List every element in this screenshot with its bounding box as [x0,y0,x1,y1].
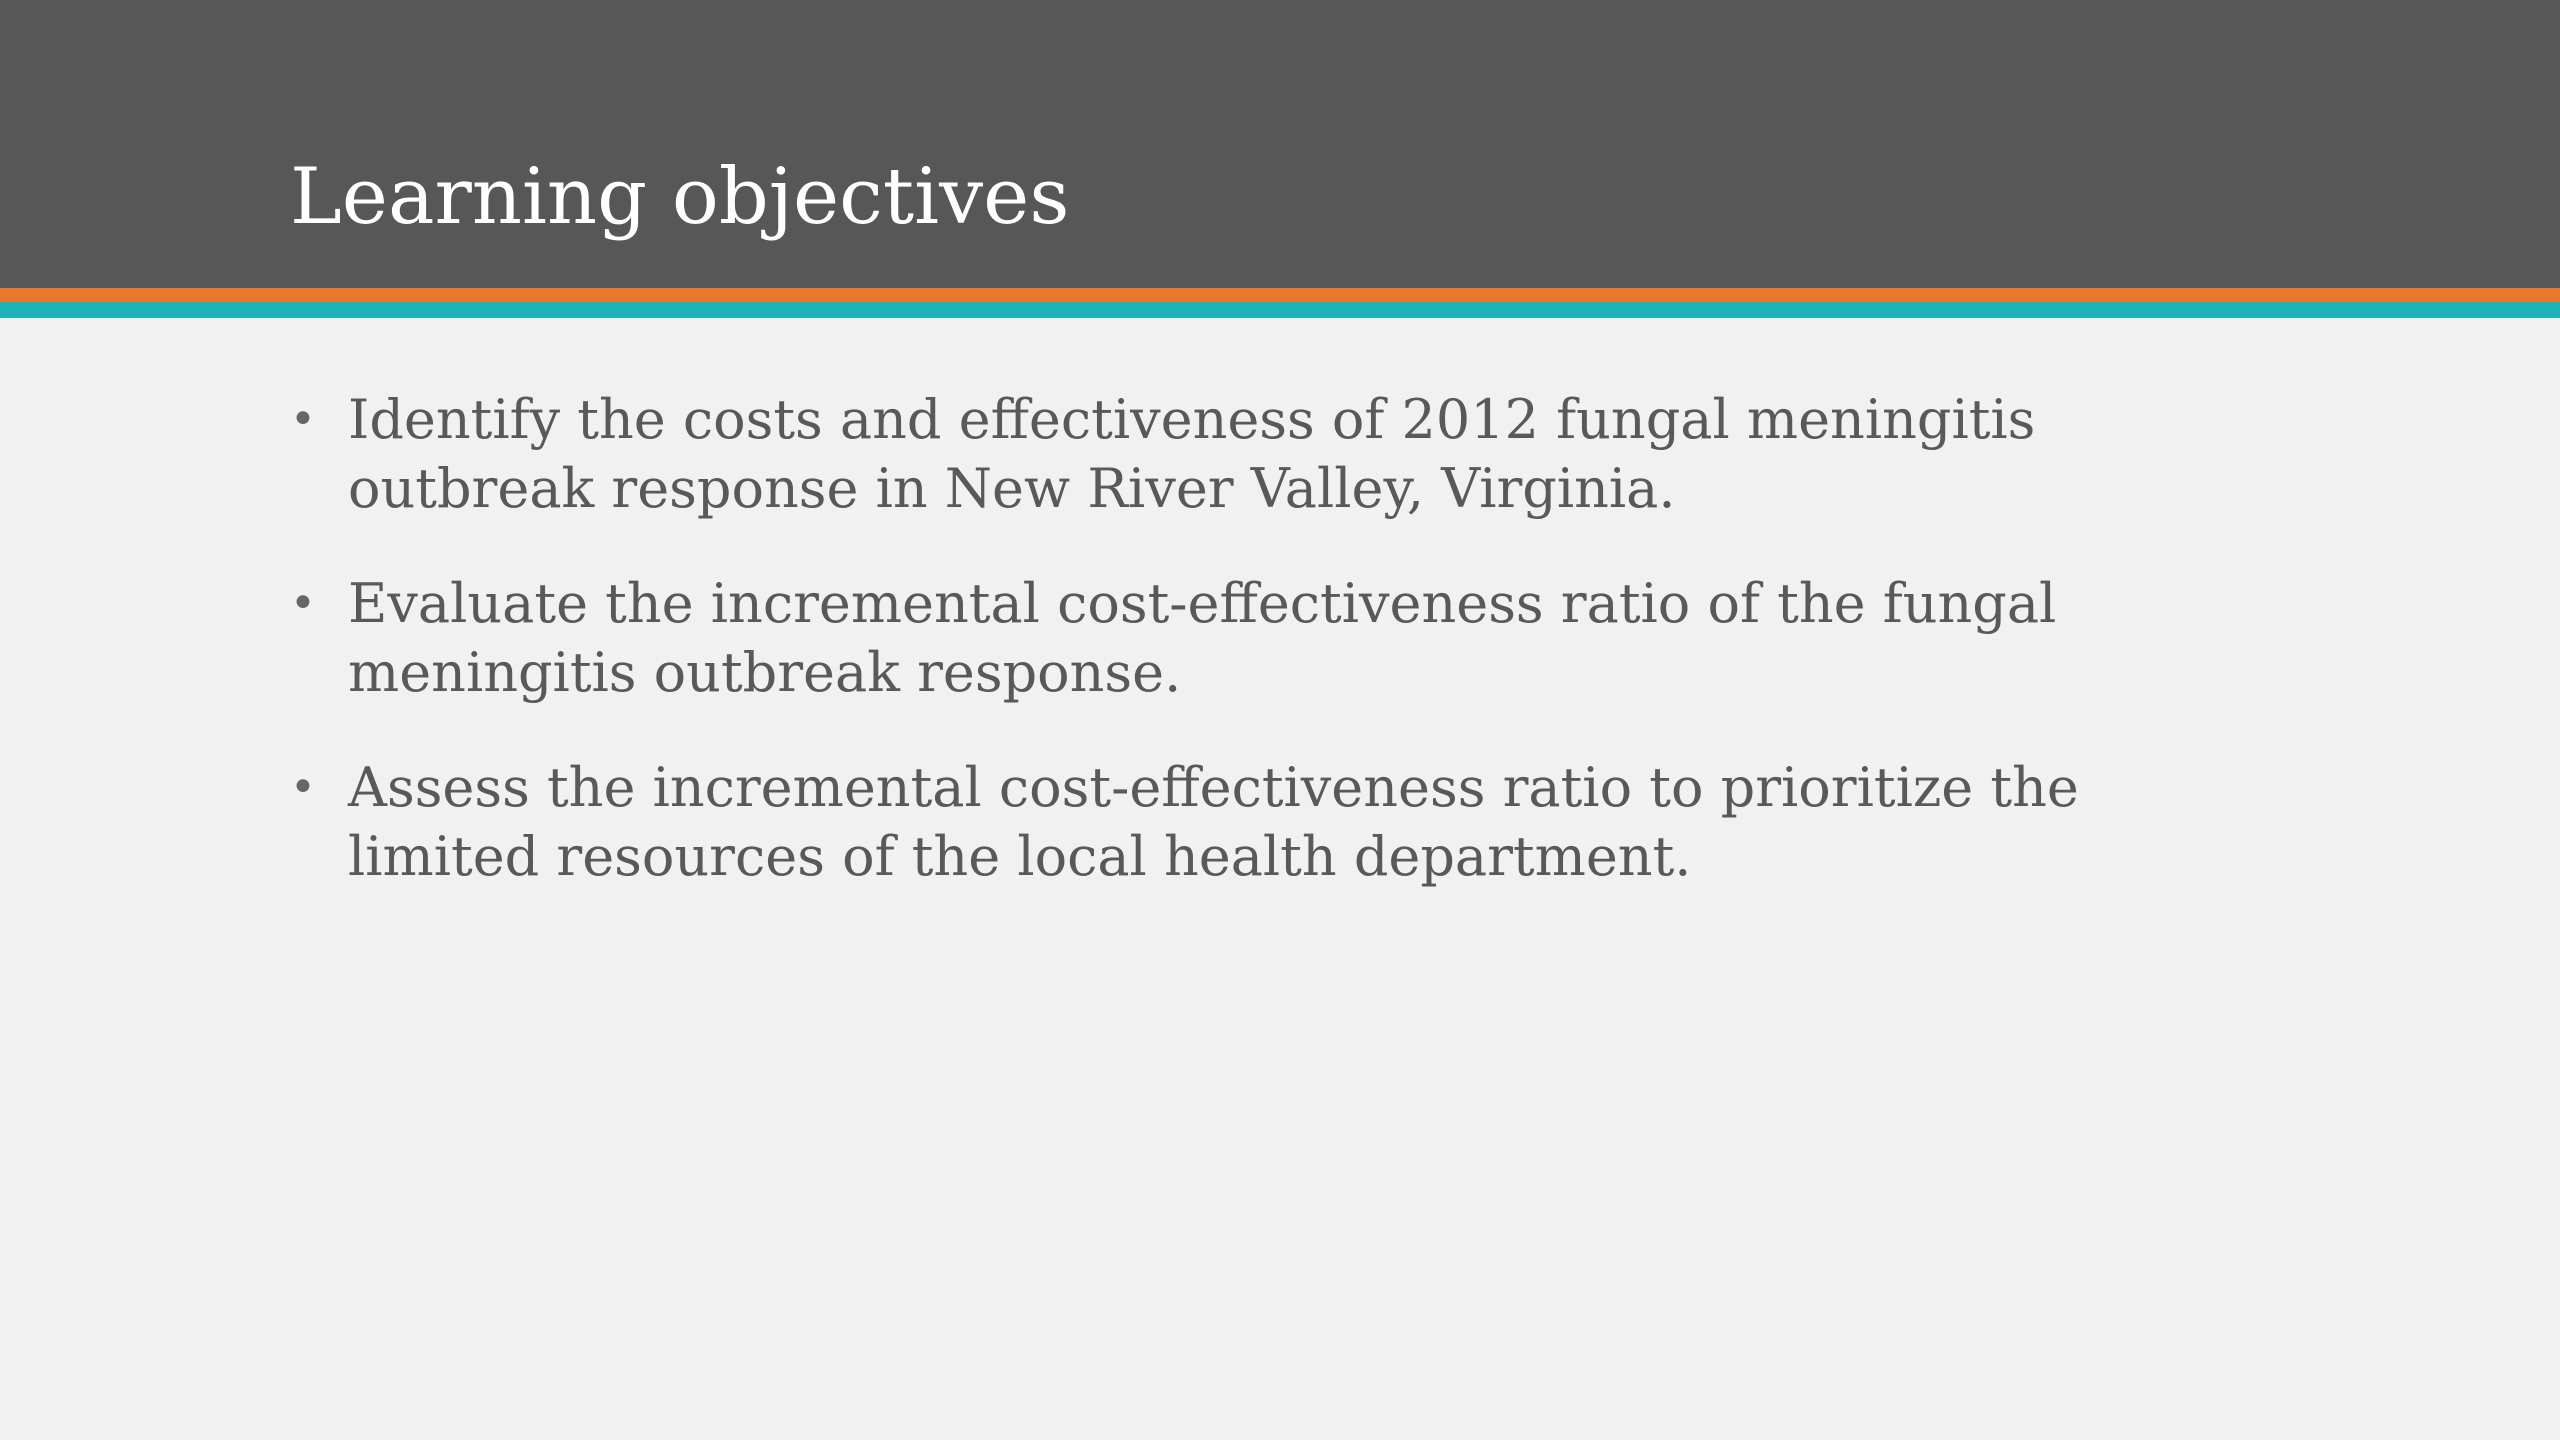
objective-text: Evaluate the incremental cost-effectiveness ratio of the fungal meningitis outbreak response. [348,572,2057,704]
bullet-icon: • [290,762,316,813]
orange-accent-stripe [0,288,2560,302]
teal-accent-stripe [0,302,2560,318]
bullet-icon: • [290,394,316,445]
objective-item [290,385,2250,523]
objective-item [290,753,2250,891]
bullet-icon: • [290,578,316,629]
slide-title: Learning objectives [290,152,1070,242]
objective-text: Identify the costs and effectiveness of 2012 fungal meningitis outbreak response in New River Valley, Virginia. [348,388,2036,520]
objective-item [290,569,2250,707]
objectives-list [290,385,2250,937]
objective-text: Assess the incremental cost-effectiveness ratio to prioritize the limited resources of the local health department. [348,756,2079,888]
title-bar [0,0,2560,288]
